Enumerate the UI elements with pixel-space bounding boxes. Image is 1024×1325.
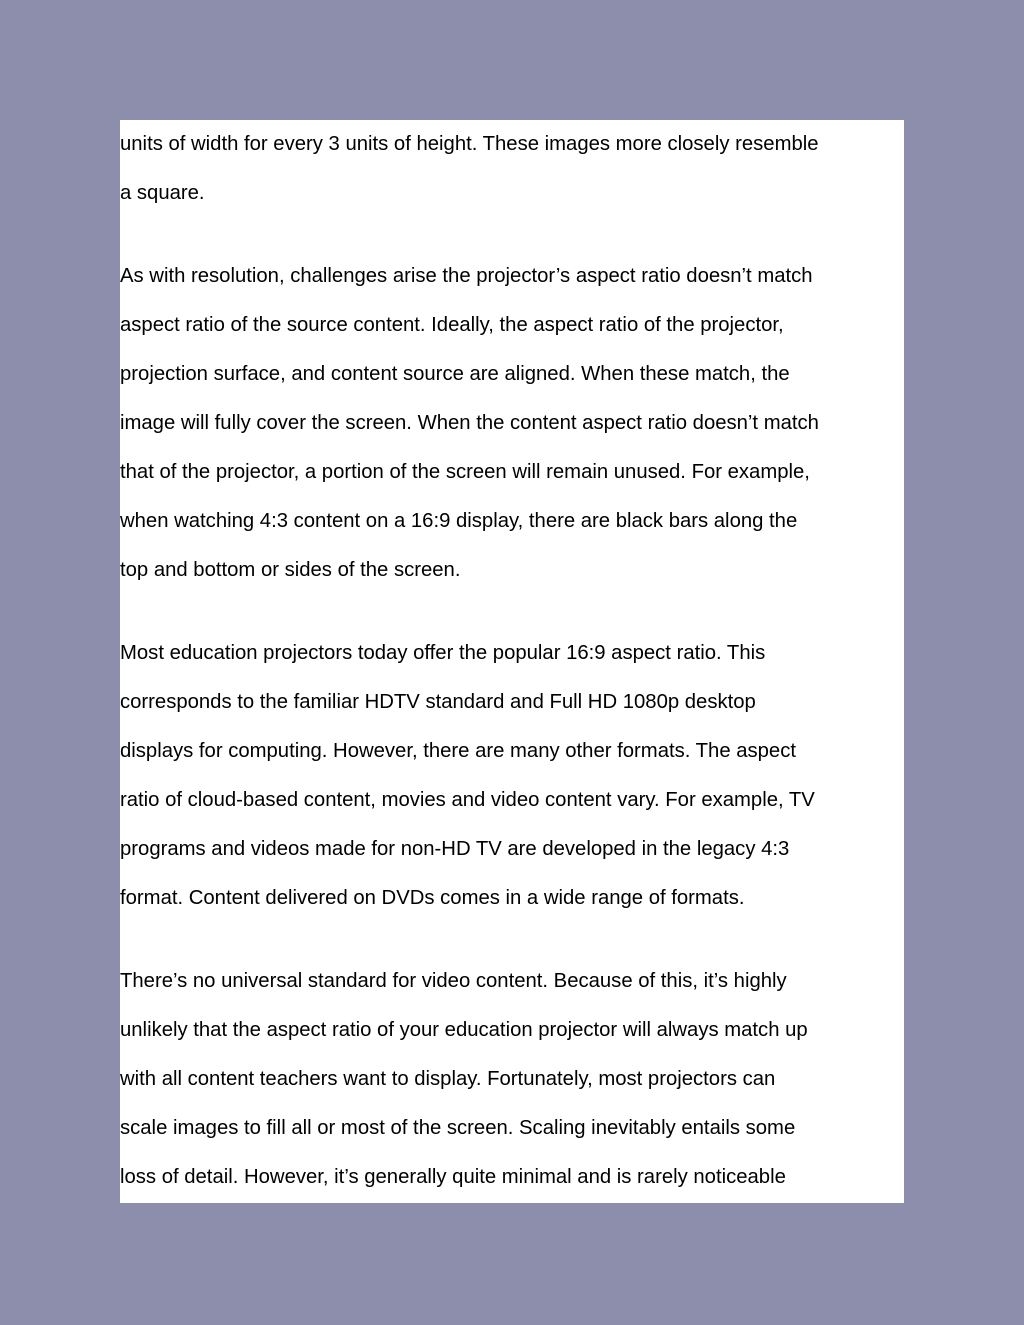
text-line: with all content teachers want to display. Fortunately, most projectors can [120, 1068, 776, 1090]
text-line: loss of detail. However, it’s generally quite minimal and is rarely noticeable [120, 1166, 786, 1188]
text-line: Most education projectors today offer the popular 16:9 aspect ratio. This [120, 642, 766, 664]
paragraph-gap [120, 218, 904, 252]
paragraph-2 [120, 252, 904, 595]
text-line: scale images to fill all or most of the screen. Scaling inevitably entails some [120, 1117, 796, 1139]
text-line: that of the projector, a portion of the screen will remain unused. For example, [120, 461, 810, 483]
text-line: As with resolution, challenges arise the projector’s aspect ratio doesn’t match [120, 265, 813, 287]
text-line: when watching 4:3 content on a 16:9 display, there are black bars along the [120, 510, 798, 532]
paragraph-1 [120, 120, 904, 218]
text-line: projection surface, and content source are aligned. When these match, the [120, 363, 790, 385]
text-line: format. Content delivered on DVDs comes in a wide range of formats. [120, 887, 745, 909]
text-line: image will fully cover the screen. When the content aspect ratio doesn’t match [120, 412, 819, 434]
text-line: units of width for every 3 units of height. These images more closely resemble [120, 133, 819, 155]
text-line: corresponds to the familiar HDTV standard and Full HD 1080p desktop [120, 691, 756, 713]
text-line: top and bottom or sides of the screen. [120, 559, 461, 581]
paragraph-4 [120, 957, 904, 1202]
text-line: There’s no universal standard for video content. Because of this, it’s highly [120, 970, 787, 992]
paragraph-gap [120, 923, 904, 957]
text-line: ratio of cloud-based content, movies and video content vary. For example, TV [120, 789, 815, 811]
text-line: aspect ratio of the source content. Ideally, the aspect ratio of the projector, [120, 314, 784, 336]
text-line: unlikely that the aspect ratio of your education projector will always match up [120, 1019, 808, 1041]
paragraph-gap [120, 595, 904, 629]
document-page [120, 120, 904, 1203]
paragraph-3 [120, 629, 904, 923]
text-line: a square. [120, 182, 205, 204]
text-line: displays for computing. However, there are many other formats. The aspect [120, 740, 796, 762]
text-line: programs and videos made for non-HD TV are developed in the legacy 4:3 [120, 838, 790, 860]
